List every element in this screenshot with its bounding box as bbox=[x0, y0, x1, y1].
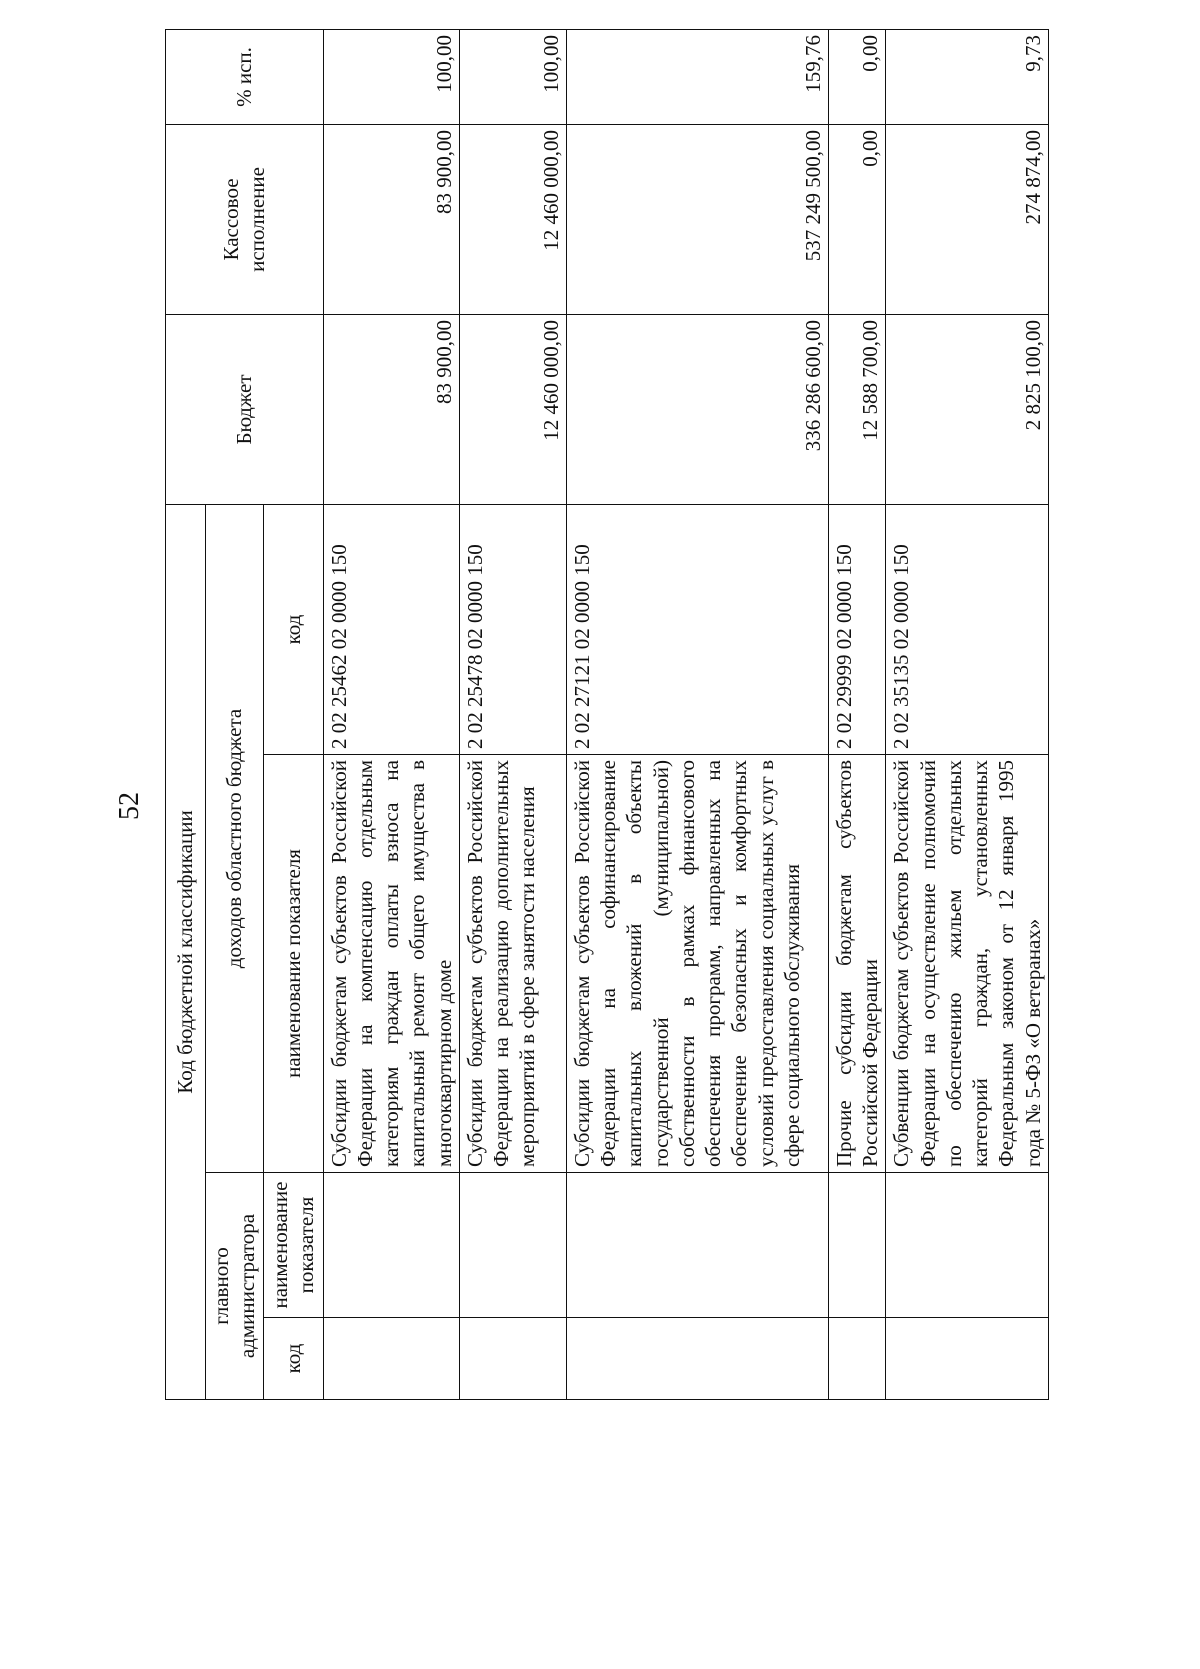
table-row bbox=[886, 29, 1049, 1399]
admin-name-cell bbox=[828, 1173, 886, 1318]
income-code-cell: 2 02 35135 02 0000 150 bbox=[886, 504, 1049, 754]
indicator-name-cell: Субсидии бюджетам субъектов Российской Федерации на компенсацию отдельным категориям граждан оплаты взноса на капитальный ремонт общего имущества в многоквартирном доме bbox=[323, 755, 459, 1173]
header-admin-name: наименование показателя bbox=[263, 1173, 323, 1318]
indicator-name-cell: Субсидии бюджетам субъектов Российской Федерации на софинансирование капитальных вложений в объекты государственной (муниципальной) собственности в рамках финансового обеспечения программ, направленных на обеспечение безопасных и комфортных условий предоставления социальных услуг в сфере социального обслуживания bbox=[566, 755, 828, 1173]
percent-cell: 0,00 bbox=[828, 29, 886, 124]
budget-cell: 336 286 600,00 bbox=[566, 314, 828, 504]
budget-table bbox=[165, 29, 1049, 1400]
header-income-code: код bbox=[263, 504, 323, 754]
admin-code-cell bbox=[323, 1318, 459, 1400]
rotated-table-frame bbox=[165, 34, 1045, 1400]
execution-cell: 12 460 000,00 bbox=[459, 124, 566, 314]
indicator-name-cell: Прочие субсидии бюджетам субъектов Российской Федерации bbox=[828, 755, 886, 1173]
table-row bbox=[828, 29, 886, 1399]
admin-code-cell bbox=[886, 1318, 1049, 1400]
header-admin-group: главного администратора bbox=[206, 1173, 264, 1400]
admin-code-cell bbox=[459, 1318, 566, 1400]
income-code-cell: 2 02 27121 02 0000 150 bbox=[566, 504, 828, 754]
percent-cell: 100,00 bbox=[323, 29, 459, 124]
header-execution: Кассовое исполнение bbox=[166, 124, 324, 314]
income-code-cell: 2 02 25462 02 0000 150 bbox=[323, 504, 459, 754]
execution-cell: 0,00 bbox=[828, 124, 886, 314]
percent-cell: 159,76 bbox=[566, 29, 828, 124]
indicator-name-cell: Субвенции бюджетам субъектов Российской Федерации на осуществление полномочий по обеспечению жильем отдельных категорий граждан, установленных Федеральным законом от 12 января 1995 года № 5-ФЗ «О ветеранах» bbox=[886, 755, 1049, 1173]
admin-code-cell bbox=[828, 1318, 886, 1400]
admin-name-cell bbox=[566, 1173, 828, 1318]
budget-cell: 2 825 100,00 bbox=[886, 314, 1049, 504]
header-income-group: доходов областного бюджета bbox=[206, 504, 264, 1172]
table-row bbox=[566, 29, 828, 1399]
header-classification: Код бюджетной классификации bbox=[166, 504, 206, 1399]
income-code-cell: 2 02 25478 02 0000 150 bbox=[459, 504, 566, 754]
indicator-name-cell: Субсидии бюджетам субъектов Российской Федерации на реализацию дополнительных мероприятий в сфере занятости населения bbox=[459, 755, 566, 1173]
execution-cell: 537 249 500,00 bbox=[566, 124, 828, 314]
page-number: 52 bbox=[114, 792, 145, 820]
admin-name-cell bbox=[323, 1173, 459, 1318]
admin-code-cell bbox=[566, 1318, 828, 1400]
percent-cell: 9,73 bbox=[886, 29, 1049, 124]
admin-name-cell bbox=[459, 1173, 566, 1318]
budget-cell: 12 460 000,00 bbox=[459, 314, 566, 504]
execution-cell: 83 900,00 bbox=[323, 124, 459, 314]
income-code-cell: 2 02 29999 02 0000 150 bbox=[828, 504, 886, 754]
percent-cell: 100,00 bbox=[459, 29, 566, 124]
budget-cell: 12 588 700,00 bbox=[828, 314, 886, 504]
admin-name-cell bbox=[886, 1173, 1049, 1318]
header-income-name: наименование показателя bbox=[263, 755, 323, 1173]
budget-cell: 83 900,00 bbox=[323, 314, 459, 504]
header-admin-code: код bbox=[263, 1318, 323, 1400]
table-row bbox=[323, 29, 459, 1399]
header-percent: % исп. bbox=[166, 29, 324, 124]
table-row bbox=[459, 29, 566, 1399]
header-budget: Бюджет bbox=[166, 314, 324, 504]
execution-cell: 274 874,00 bbox=[886, 124, 1049, 314]
